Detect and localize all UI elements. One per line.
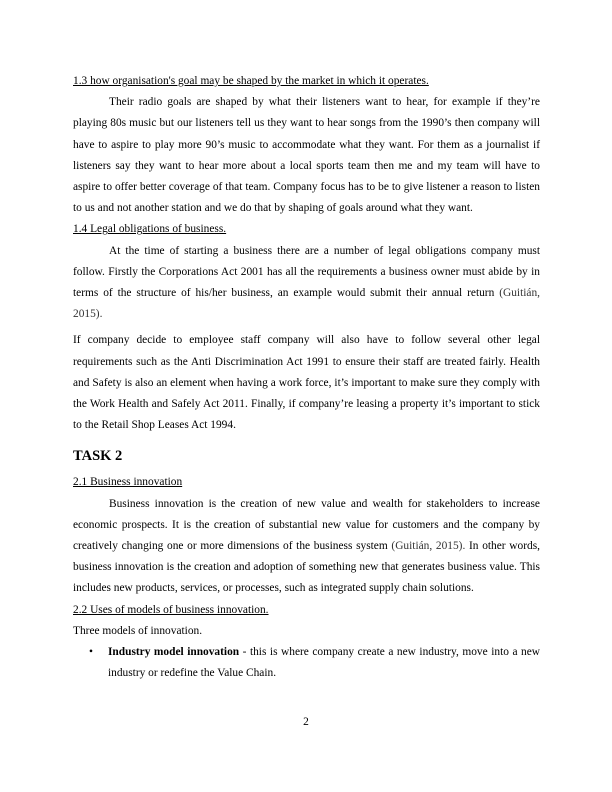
- paragraph-staff-requirements: If company decide to employee staff company will also have to follow several other legal requirements such as the Anti Discrimination Act 1991 to ensure their staff are treated fairly. Health and Safety is also an element when having a work force, it’s important to make sure they comply with the Work Health and Safely Act 2011. Finally, if company’re leasing a property it’s important to stick to the Retail Shop Leases Act 1994.: [73, 334, 540, 432]
- citation: (Guitián, 2015).: [391, 540, 466, 553]
- task-title: TASK 2: [73, 448, 123, 465]
- paragraph-text: In other words, business innovation is the creation and adoption of something new that generates business value. This includes new products, services, or processes, such as integrated supply chain solutions.: [73, 540, 540, 595]
- paragraph-text: At the time of starting a business there are a number of legal obligations company must follow. Firstly the Corporations Act 2001 has all the requirements a business owner must abide by in terms of the structure of his/her business, an example would submit their annual return: [73, 244, 540, 300]
- paragraph-text: Business innovation is the creation of new value and wealth for stakeholders to increase economic prospects. It is the creation of substantial new value for customers and the company by creatively changing one or more dimensions of the business system: [73, 497, 540, 553]
- section-heading-2-2: 2.2 Uses of models of business innovation.: [73, 603, 269, 616]
- list-item-text: - this is where company create a new industry, move into a new industry or redefine the Value Chain.: [108, 646, 540, 680]
- page-body: [73, 71, 540, 684]
- paragraph-business-innovation: [73, 494, 540, 600]
- paragraph-legal-obligations: [73, 241, 540, 326]
- list-item: [73, 642, 540, 684]
- section-heading-2-1: 2.1 Business innovation: [73, 476, 183, 489]
- innovation-models-list: [73, 642, 540, 684]
- list-item-term: Industry model innovation: [108, 646, 240, 659]
- citation: (Guitián, 2015).: [73, 287, 540, 321]
- section-heading-1-3: 1.3 how organisation's goal may be shaped by the market in which it operates.: [73, 75, 429, 87]
- page-number: 2: [303, 716, 309, 728]
- paragraph-market-goals: Their radio goals are shaped by what their listeners want to hear, for example if they’re playing 80s music but our listeners tell us they want to hear songs from the 1990’s then company will have to aspire to play more 90’s music to accommodate what they want. For them as a journalist if listeners say they want to hear more about a local sports team then me and my team will have to aspire to offer better coverage of that team. Company focus has to be to give listener a reason to listen to us and not another station and we do that by shaping of goals around what they want.: [73, 96, 540, 215]
- bullet-icon: •: [89, 646, 93, 659]
- paragraph-models-intro: Three models of innovation.: [73, 624, 203, 637]
- section-heading-1-4: 1.4 Legal obligations of business.: [73, 223, 227, 236]
